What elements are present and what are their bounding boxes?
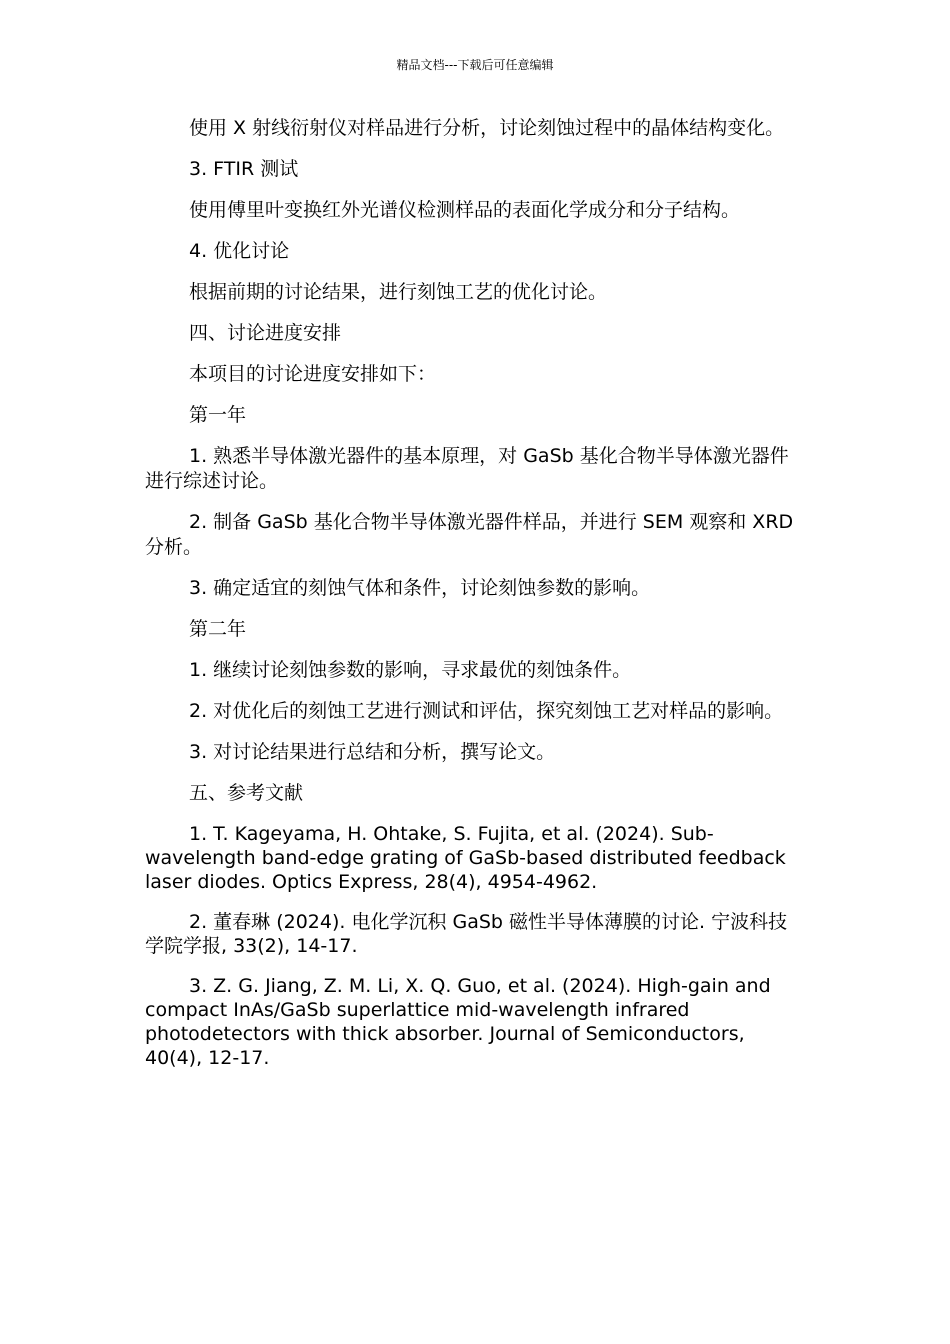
reference-2: 2. 董春琳 (2024). 电化学沉积 GaSb 磁性半导体薄膜的讨论. 宁波科技学院学报, 33(2), 14-17. bbox=[145, 911, 788, 957]
list-item-year1-3: 3. 确定适宜的刻蚀气体和条件，讨论刻蚀参数的影响。 bbox=[189, 577, 651, 599]
reference-3: 3. Z. G. Jiang, Z. M. Li, X. Q. Guo, et al. (2024). High-gain and compact InAs/GaSb superlattice mid-wavelength infrared photodetectors with thick absorber. Journal of Semiconductors, 40(4), 12-17. bbox=[145, 975, 771, 1069]
list-item-year1-1: 1. 熟悉半导体激光器件的基本原理，对 GaSb 基化合物半导体激光器件进行综述讨论。 bbox=[145, 445, 789, 492]
page-header: 精品文档---下载后可任意编辑 bbox=[396, 58, 554, 72]
document-body bbox=[145, 116, 805, 1086]
heading-ftir-test: 3. FTIR 测试 bbox=[189, 158, 299, 180]
list-item-year2-2: 2. 对优化后的刻蚀工艺进行测试和评估，探究刻蚀工艺对样品的影响。 bbox=[189, 700, 784, 722]
section-heading-schedule: 四、讨论进度安排 bbox=[189, 322, 342, 344]
heading-year-one: 第一年 bbox=[189, 404, 247, 426]
list-item-year1-2: 2. 制备 GaSb 基化合物半导体激光器件样品，并进行 SEM 观察和 XRD 分析。 bbox=[145, 511, 794, 558]
section-heading-references: 五、参考文献 bbox=[189, 782, 304, 804]
list-item-year2-1: 1. 继续讨论刻蚀参数的影响，寻求最优的刻蚀条件。 bbox=[189, 659, 632, 681]
heading-year-two: 第二年 bbox=[189, 618, 247, 640]
paragraph-xrd-analysis: 使用 X 射线衍射仪对样品进行分析，讨论刻蚀过程中的晶体结构变化。 bbox=[189, 117, 785, 139]
paragraph-ftir-description: 使用傅里叶变换红外光谱仪检测样品的表面化学成分和分子结构。 bbox=[189, 199, 741, 221]
list-item-year2-3: 3. 对讨论结果进行总结和分析，撰写论文。 bbox=[189, 741, 556, 763]
heading-optimization: 4. 优化讨论 bbox=[189, 240, 290, 262]
reference-1: 1. T. Kageyama, H. Ohtake, S. Fujita, et al. (2024). Sub-wavelength band-edge grating of GaSb-based distributed feedback laser diodes. Optics Express, 28(4), 4954-4962. bbox=[145, 823, 786, 893]
paragraph-optimization: 根据前期的讨论结果，进行刻蚀工艺的优化讨论。 bbox=[189, 281, 608, 303]
paragraph-schedule-intro: 本项目的讨论进度安排如下： bbox=[189, 363, 437, 385]
